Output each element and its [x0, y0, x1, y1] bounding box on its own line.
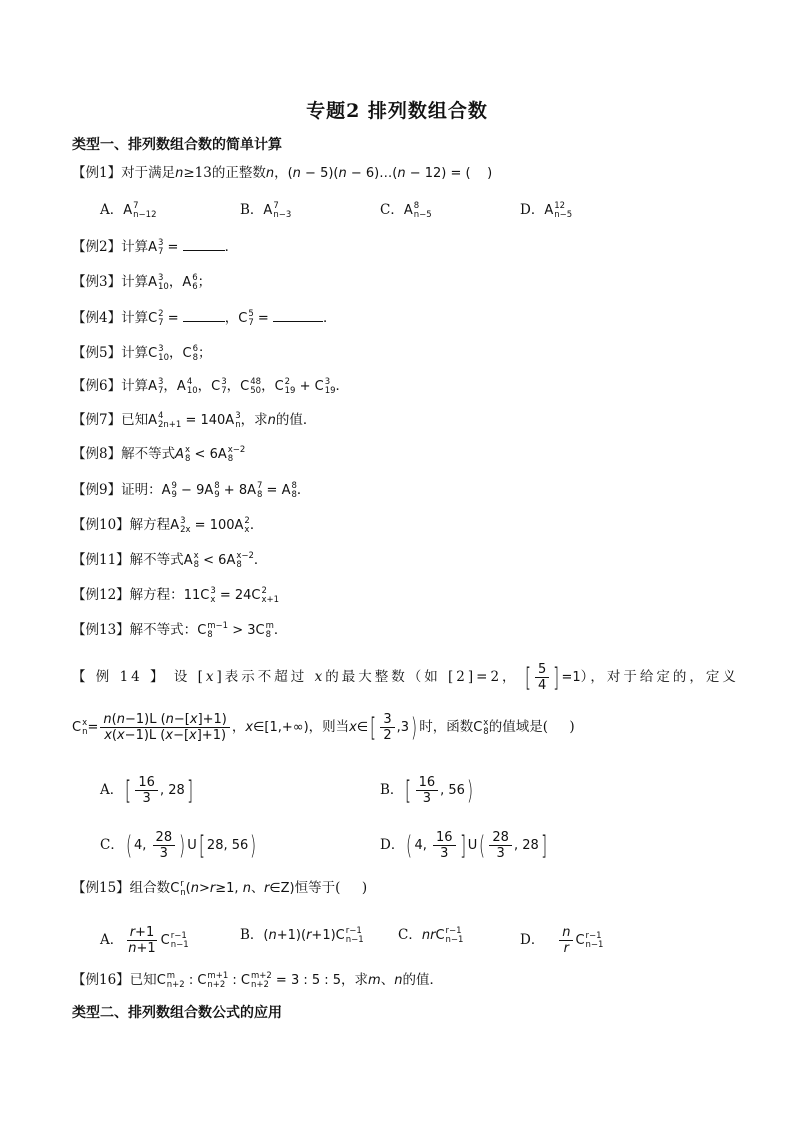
section-heading-2: 类型二、排列数组合数公式的应用	[72, 1005, 282, 1021]
example-16: 【例16】已知C m n+2 : C m+1 n+2 : C m+2 n+2 = 3 : 5 : 5，求m、n的值．	[72, 970, 443, 990]
example-4: 【例4】计算C 2 7 = ，C 5 7 = ．	[72, 308, 337, 328]
example-label: 【例1】	[72, 165, 122, 181]
example-15-option-b: B．(n+1)(r+1)C r−1 n−1	[240, 925, 364, 945]
example-15-option-c: C．nrC r−1 n−1	[398, 925, 464, 945]
example-14-option-c: C．( 4, $\frac{28}{3}$ ) U[ 28, 56)	[100, 830, 257, 861]
example-14-line-1: 【 例 14 】 设 [x]表示不超过 x的最大整数（如 [2]=2， [ $\frac{5}{4}$ ] =1），对于给定的，定义	[72, 662, 739, 693]
example-6: 【例6】计算A 3 7 ，A 4 10 ，C 3 7 ，C 48 50 ，C 2 19 + C 3 19 ．	[72, 376, 350, 396]
example-1: 【例1】对于满足n≥13的正整数n，(n − 5)(n − 6)…(n − 12) = ( )	[72, 165, 493, 181]
example-14-option-a: A．[ $\frac{16}{3}$ , 28]	[100, 775, 193, 806]
example-15: 【例15】组合数C r n (n>r≥1, n、r∈Z)恒等于( )	[72, 878, 368, 898]
page-title: 专题2 排列数组合数	[306, 100, 488, 122]
example-10: 【例10】解方程A 3 2x = 100A 2 x ．	[72, 515, 264, 535]
example-2: 【例2】计算A 3 7 = ．	[72, 237, 239, 257]
example-11: 【例11】解不等式A x 8 < 6A x−2 8 ．	[72, 550, 268, 570]
example-3: 【例3】计算A 3 10 ，A 6 6 ；	[72, 272, 212, 292]
example-14-line-2: C x n = $\frac{n(n-1)L (n-[x]+1)}{x(x-1)L (x-[x]+1)}$ ，x∈[1,+∞)，则当x∈[ $\frac{3}{2}$ ,3) 时，函数C x 8 的值域是( )	[72, 712, 575, 743]
example-12: 【例12】解方程：11C 3 x = 24C 2 x+1	[72, 585, 280, 605]
example-15-option-a: A． $\frac{r+1}{n+1}$ C r−1 n−1	[100, 925, 189, 956]
section-heading-1: 类型一、排列数组合数的简单计算	[72, 137, 282, 153]
example-5: 【例5】计算C 3 10 ，C 6 8 ；	[72, 343, 212, 363]
example-1-option-c: C．A 8 n−5	[380, 200, 432, 220]
example-14-option-b: B．[ $\frac{16}{3}$ , 56)	[380, 775, 474, 806]
example-13: 【例13】解不等式：C m−1 8 > 3C m 8 ．	[72, 620, 288, 640]
example-1-option-b: B．A 7 n−3	[240, 200, 292, 220]
example-14-option-d: D．( 4, $\frac{16}{3}$ ] U( $\frac{28}{3}$ , 28]	[380, 830, 547, 861]
example-1-option-a: A．A 7 n−12	[100, 200, 157, 220]
example-15-option-d: D． $\frac{n}{r}$ C r−1 n−1	[520, 925, 604, 956]
example-7: 【例7】已知A 4 2n+1 = 140A 3 n ，求n的值．	[72, 410, 317, 430]
example-1-option-d: D．A 12 n−5	[520, 200, 573, 220]
example-9: 【例9】证明：A 9 9 − 9A 8 9 + 8A 7 8 = A 8 8 ．	[72, 480, 311, 500]
example-8: 【例8】解不等式A x 8 < 6A x−2 8	[72, 444, 246, 464]
